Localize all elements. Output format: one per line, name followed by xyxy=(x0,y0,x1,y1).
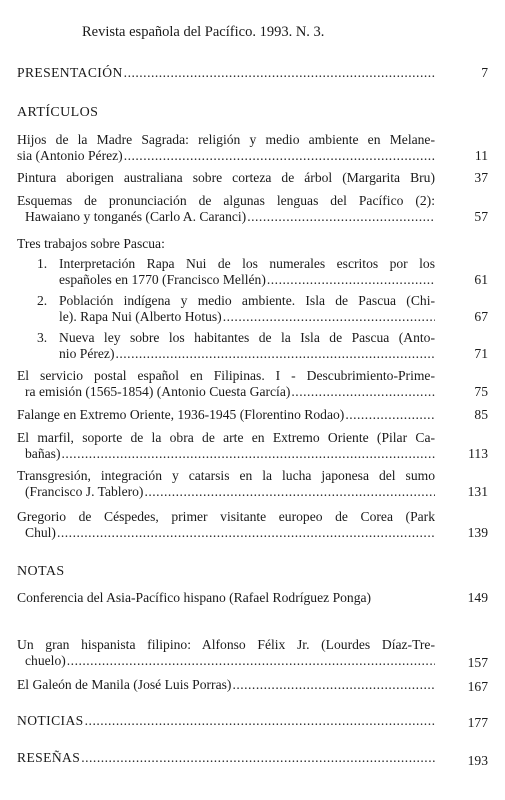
toc-entry[interactable] xyxy=(17,468,435,500)
page-number: 7 xyxy=(481,65,488,80)
entry-title-line-2: Chul) xyxy=(25,525,56,540)
leader-dots xyxy=(81,750,435,766)
entry-title-line-2: españoles en 1770 (Francisco Mellén) xyxy=(59,272,266,287)
item-number: 3. xyxy=(37,330,48,345)
page-number: 67 xyxy=(474,309,488,324)
leader-dots xyxy=(144,484,435,500)
item-number: 1. xyxy=(37,256,48,271)
leader-dots xyxy=(345,407,435,423)
page-number: 131 xyxy=(467,484,488,499)
page-number: 11 xyxy=(474,148,488,163)
entry-title-line-2: chuelo) xyxy=(25,653,66,668)
leader-dots xyxy=(67,653,435,669)
page-number: 157 xyxy=(467,655,488,670)
section-heading-notas: NOTAS xyxy=(17,564,65,579)
entry-title-line-1: Nueva ley sobre los habitantes de la Isla de Pascua (Anto- xyxy=(59,330,435,345)
toc-entry-pascua-1[interactable] xyxy=(37,256,435,288)
leader-dots xyxy=(57,525,435,541)
page-number: 57 xyxy=(474,209,488,224)
entry-title-line-1: El servicio postal español en Filipinas. I - Descubrimiento-Prime- xyxy=(17,368,435,383)
page-number: 167 xyxy=(467,679,488,694)
leader-dots xyxy=(115,346,435,362)
page-number: 139 xyxy=(467,525,488,540)
entry-title: RESEÑAS xyxy=(17,750,81,765)
leader-dots xyxy=(247,209,435,225)
entry-title-line-2: le). Rapa Nui (Alberto Hotus) xyxy=(59,309,222,324)
page-number: 177 xyxy=(467,715,488,730)
toc-entry-resenas[interactable] xyxy=(17,750,435,766)
item-number: 2. xyxy=(37,293,48,308)
entry-title: PRESENTACIÓN xyxy=(17,65,123,80)
toc-entry[interactable] xyxy=(17,509,435,541)
toc-entry-pascua-2[interactable] xyxy=(37,293,435,325)
leader-dots xyxy=(85,713,435,729)
leader-dots xyxy=(267,272,435,288)
entry-title-line-1: Transgresión, integración y catarsis en la lucha japonesa del sumo xyxy=(17,468,435,483)
entry-title: NOTICIAS xyxy=(17,713,84,728)
toc-entry[interactable] xyxy=(17,677,435,693)
entry-title-line-1: Gregorio de Céspedes, primer visitante europeo de Corea (Park xyxy=(17,509,435,524)
section-heading-articulos: ARTÍCULOS xyxy=(17,105,99,120)
entry-title-line-2: nio Pérez) xyxy=(59,346,115,361)
toc-entry[interactable] xyxy=(17,637,435,669)
toc-entry[interactable] xyxy=(17,368,435,400)
page-number: 149 xyxy=(467,590,488,605)
entry-title-line-1: Pintura aborigen australiana sobre corteza de árbol (Margarita Bru) xyxy=(17,170,435,185)
entry-title-line-1: Hijos de la Madre Sagrada: religión y medio ambiente en Melane- xyxy=(17,132,435,147)
entry-title-line-1: Interpretación Rapa Nui de los numerales escritos por los xyxy=(59,256,435,271)
entry-title-line-1: Esquemas de pronunciación de algunas lenguas del Pacífico (2): xyxy=(17,193,435,208)
entry-title-line-1: El marfil, soporte de la obra de arte en Extremo Oriente (Pilar Ca- xyxy=(17,430,435,445)
page-number: 61 xyxy=(474,272,488,287)
entry-title-line-2: (Francisco J. Tablero) xyxy=(25,484,144,499)
toc-entry[interactable] xyxy=(17,193,435,225)
page-number: 113 xyxy=(468,446,488,461)
entry-title-line-1: Un gran hispanista filipino: Alfonso Félix Jr. (Lourdes Díaz-Tre- xyxy=(17,637,435,652)
entry-title-line-1: Falange en Extremo Oriente, 1936-1945 (Florentino Rodao) xyxy=(17,407,345,422)
entry-title-line-2: Hawaiano y tonganés (Carlo A. Caranci) xyxy=(25,209,247,224)
toc-entry-presentacion[interactable] xyxy=(17,65,435,81)
toc-entry-noticias[interactable] xyxy=(17,713,435,729)
journal-header: Revista española del Pacífico. 1993. N. 3. xyxy=(82,24,325,40)
toc-entry-pascua-3[interactable] xyxy=(37,330,435,362)
page-number: 85 xyxy=(474,407,488,422)
toc-entry[interactable] xyxy=(17,407,435,423)
toc-entry[interactable] xyxy=(17,170,435,186)
entry-title-line-2: ra emisión (1565-1854) (Antonio Cuesta García) xyxy=(25,384,291,399)
group-heading-pascua: Tres trabajos sobre Pascua: xyxy=(17,236,165,251)
page-number: 193 xyxy=(467,753,488,768)
leader-dots xyxy=(61,446,435,462)
page-number: 71 xyxy=(474,346,488,361)
entry-title-line-1: Población indígena y medio ambiente. Isla de Pascua (Chi- xyxy=(59,293,435,308)
entry-title-line-1: El Galeón de Manila (José Luis Porras) xyxy=(17,677,232,692)
leader-dots xyxy=(124,65,435,81)
leader-dots xyxy=(232,677,435,693)
leader-dots xyxy=(291,384,435,400)
toc-entry[interactable] xyxy=(17,590,435,606)
toc-entry[interactable] xyxy=(17,430,435,462)
page-number: 37 xyxy=(474,170,488,185)
page-number: 75 xyxy=(474,384,488,399)
entry-title-line-2: bañas) xyxy=(25,446,61,461)
toc-entry[interactable] xyxy=(17,132,435,164)
entry-title-line-2: sia (Antonio Pérez) xyxy=(17,148,123,163)
leader-dots xyxy=(223,309,435,325)
entry-title-line-1: Conferencia del Asia-Pacífico hispano (Rafael Rodríguez Ponga) xyxy=(17,590,372,605)
leader-dots xyxy=(124,148,435,164)
